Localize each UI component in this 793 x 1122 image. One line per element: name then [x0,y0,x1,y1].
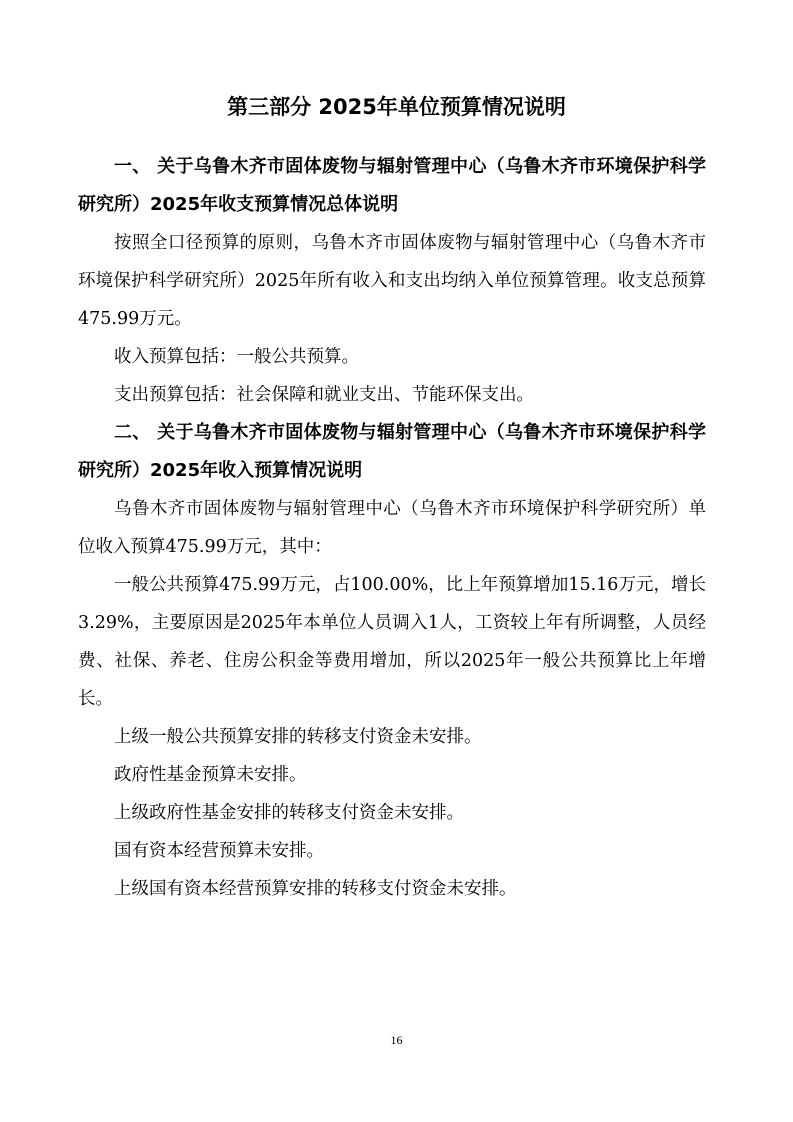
page-number: 16 [390,1033,403,1047]
section-2-paragraph-1: 乌鲁木齐市固体废物与辐射管理中心（乌鲁木齐市环境保护科学研究所）单位收入预算475.99万元，其中： [78,499,706,557]
section-2-paragraph-2: 一般公共预算475.99万元，占100.00%，比上年预算增加15.16万元，增长3.29%，主要原因是2025年本单位人员调入1人，工资较上年有所调整，人员经费、社保、养老、住房公积金等费用增加，所以2025年一般公共预算比上年增长。 [78,575,706,709]
page-title: 第三部分 2025年单位预算情况说明 [227,95,566,119]
document-body [78,148,706,908]
section-2-paragraph-4: 政府性基金预算未安排。 [114,765,307,785]
section-2-paragraph-5: 上级政府性基金安排的转移支付资金未安排。 [114,803,464,823]
section-2-paragraph-3: 上级一般公共预算安排的转移支付资金未安排。 [114,727,482,747]
section-1-paragraph-1: 按照全口径预算的原则，乌鲁木齐市固体废物与辐射管理中心（乌鲁木齐市环境保护科学研究所）2025年所有收入和支出均纳入单位预算管理。收支总预算475.99万元。 [78,233,706,329]
section-2-paragraph-7: 上级国有资本经营预算安排的转移支付资金未安排。 [114,879,517,899]
section-1-paragraph-2: 收入预算包括：一般公共预算。 [114,347,359,367]
section-1-paragraph-3: 支出预算包括：社会保障和就业支出、节能环保支出。 [114,385,534,405]
section-1-heading: 一、 关于乌鲁木齐市固体废物与辐射管理中心（乌鲁木齐市环境保护科学研究所）2025年收支预算情况总体说明 [78,156,706,215]
section-2-paragraph-6: 国有资本经营预算未安排。 [114,841,324,861]
section-2-heading: 二、 关于乌鲁木齐市固体废物与辐射管理中心（乌鲁木齐市环境保护科学研究所）2025年收入预算情况说明 [78,422,706,481]
